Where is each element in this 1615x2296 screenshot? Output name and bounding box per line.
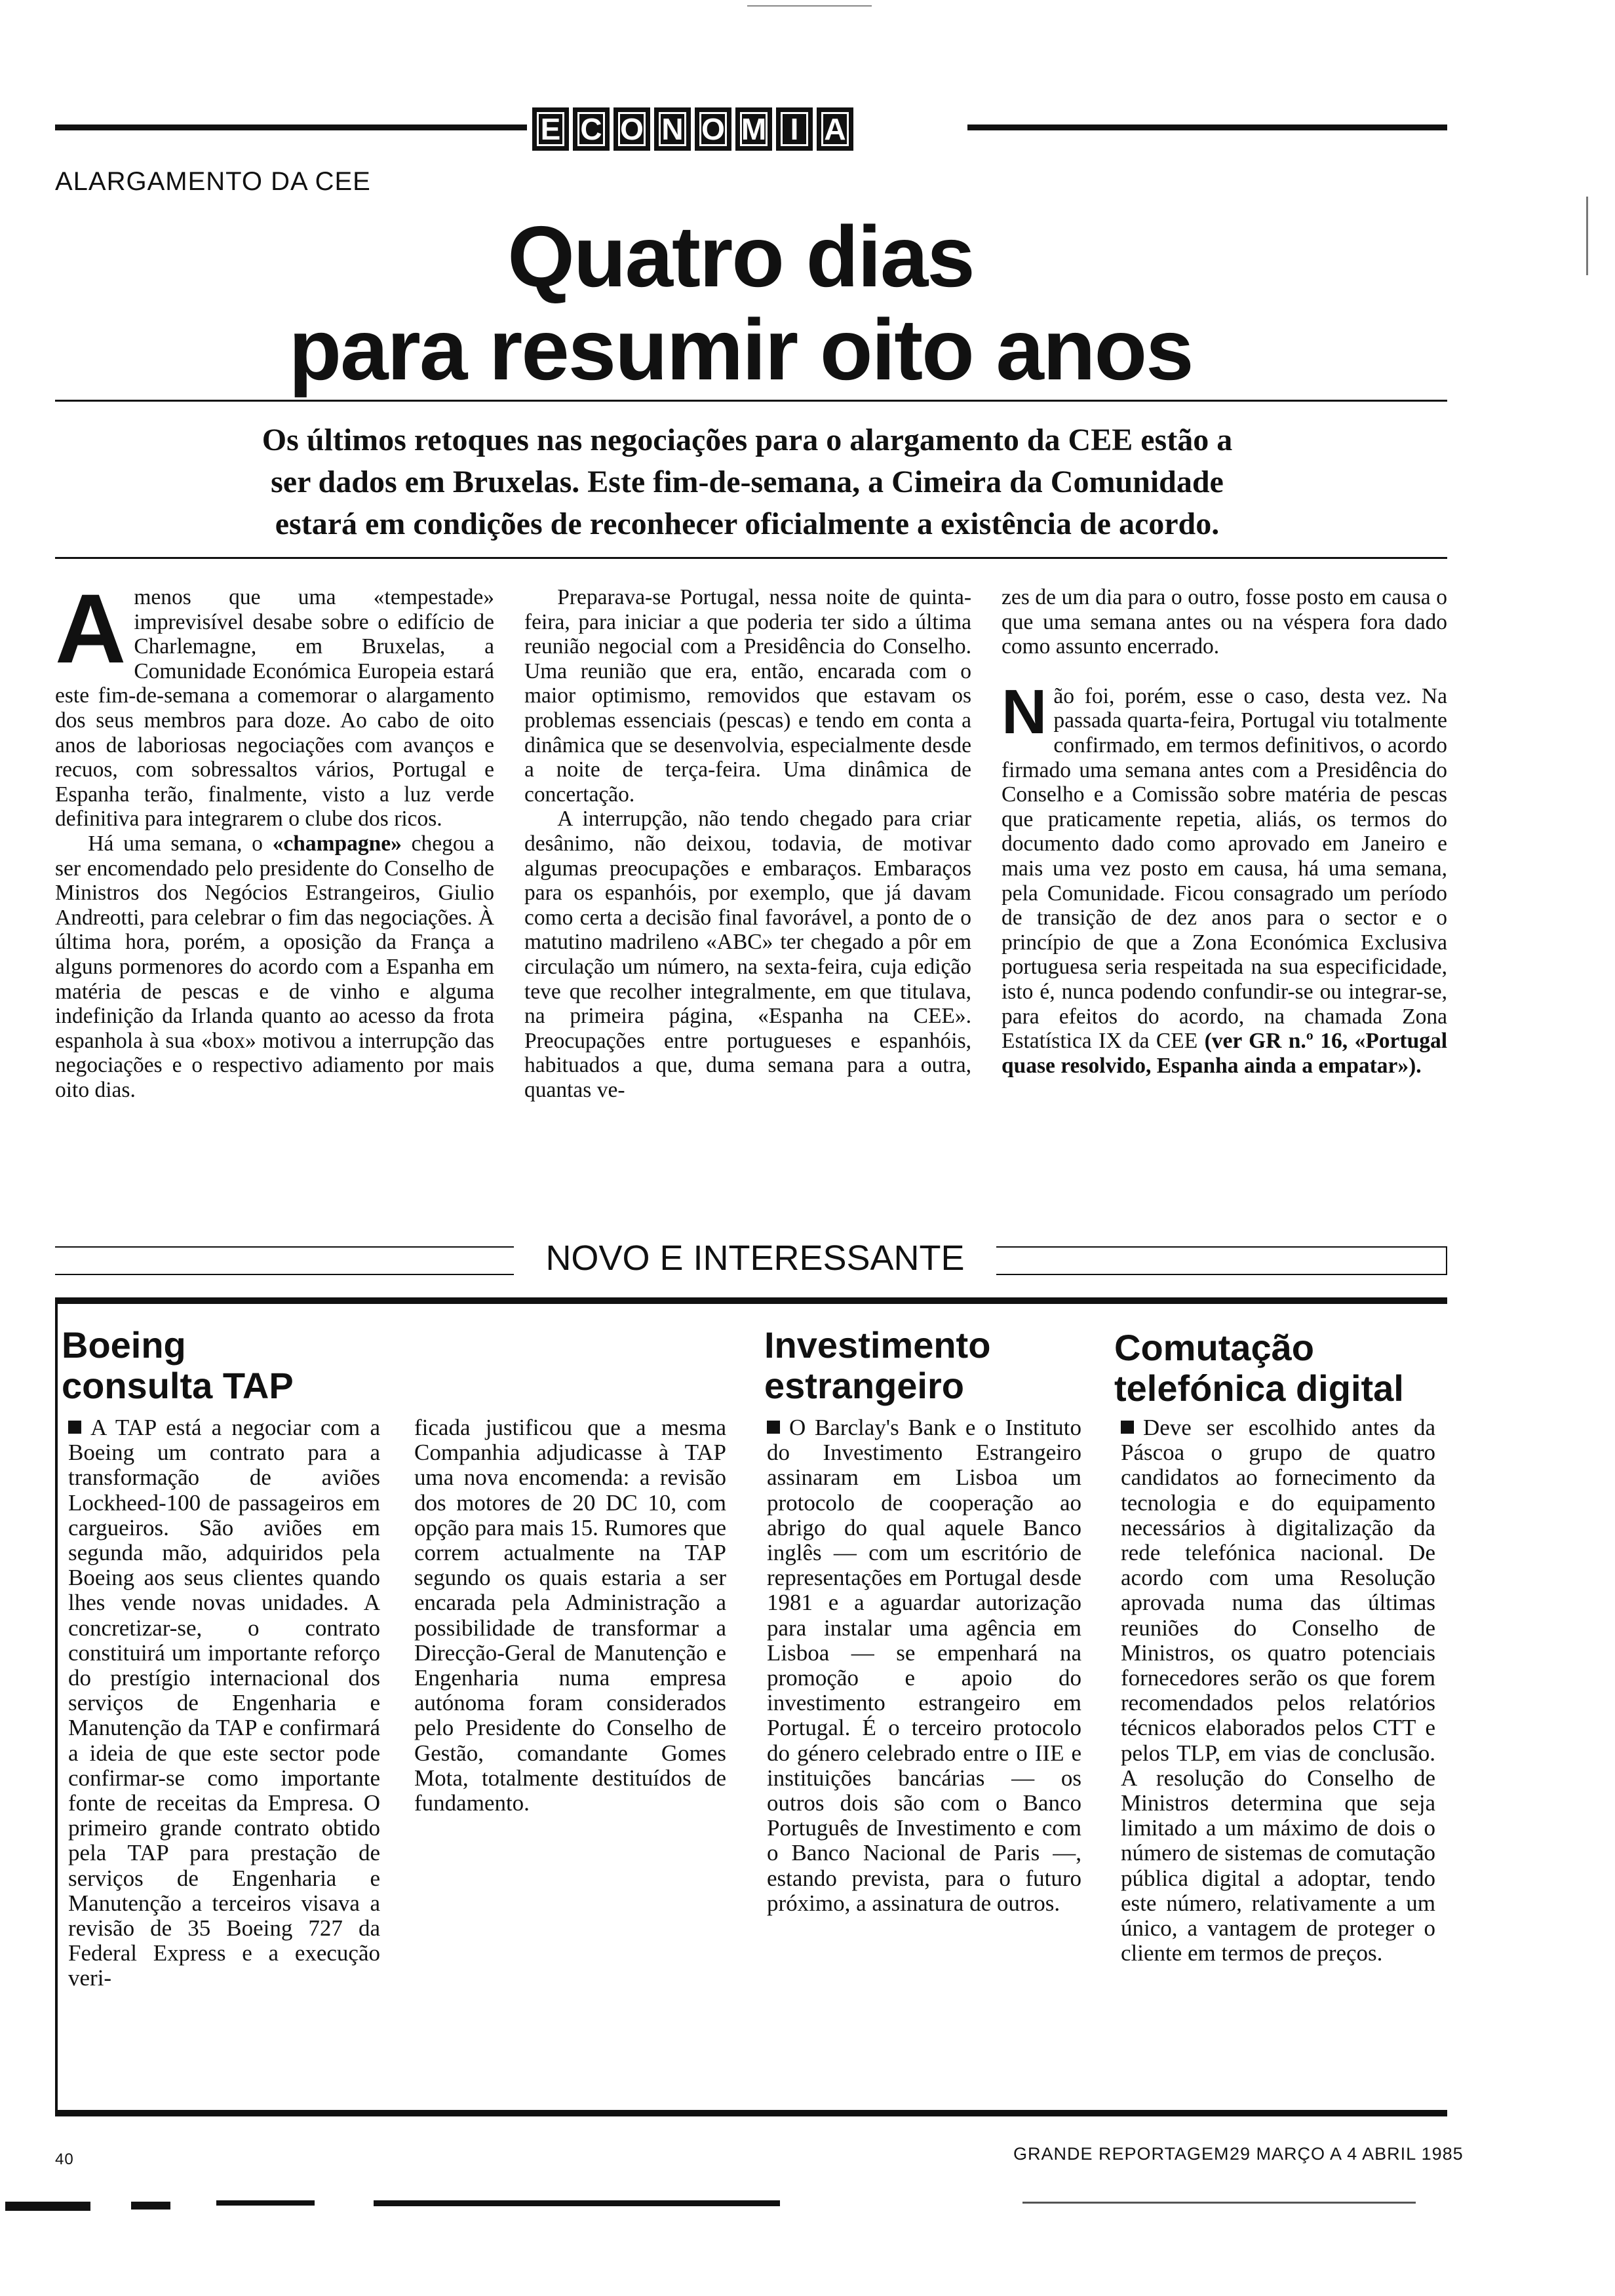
scan-edge-mark-top (747, 5, 872, 7)
news-box-left-rule (55, 1297, 58, 2116)
footer-date: 29 MARÇO A 4 ABRIL 1985 (1230, 2144, 1464, 2164)
section-band-left-top (55, 1246, 514, 1248)
article-column-1 (55, 573, 494, 1102)
kicker: ALARGAMENTO DA CEE (55, 167, 371, 196)
headline-line-1: Quatro dias (507, 208, 974, 305)
section-letter: E (532, 107, 569, 151)
page-number: 40 (55, 2151, 74, 2168)
scan-artifact-bottom (1022, 2202, 1416, 2204)
scan-edge-mark-right (1586, 197, 1588, 275)
scan-artifact-bottom (374, 2200, 780, 2206)
scan-artifact-bottom (5, 2202, 90, 2211)
masthead-rule-right (967, 124, 1447, 130)
section-letter: C (573, 107, 610, 151)
section-letter: I (776, 107, 813, 151)
scan-artifact-bottom (131, 2202, 170, 2210)
lead-line-2: ser dados em Bruxelas. Este fim-de-semana, a Cimeira da Comunidade (271, 465, 1224, 499)
article-paragraph: Não foi, porém, esse o caso, desta vez. Na passada quarta-feira, Portugal viu totalmente confirmado, em termos definitivos, o acordo firmado uma semana antes com a Presidência do Conselho e a Comissão sobre matéria de pescas que praticamente repetia, aliás, os termos do documento dado como aprovado em Janeiro e mais uma vez posto em causa, há uma semana, pela Comunidade. Ficou consagrado um período de transição de dez anos para o sector e o princípio de que a Zona Económica Exclusiva portuguesa seria respeitada na sua especificidade, isto é, nunca podendo confundir-se ou integrar-se, para efeitos do acordo, na chamada Zona Estatística IX da CEE (ver GR n.º 16, «Portugal quase resolvido, Espanha ainda a empatar»). (1002, 676, 1448, 1078)
headline-line-2: para resumir oito anos (288, 301, 1193, 398)
article-paragraph: Há uma semana, o «champagne» chegou a ser encomendado pelo presidente do Conselho de Ministros dos Negócios Estrangeiros, Giulio Andreotti, para celebrar o fim das negociações. À última hora, porém, a oposição da França a alguns pormenores do acordo com a Espanha em matéria de pescas e de vinho e alguma indefinição da Irlanda quanto ao acesso da frota espanhola à sua «box» motivou a interrupção das negociações e o respectivo adiamento por mais oito dias. (55, 831, 494, 1102)
section-band-right-cap (1446, 1246, 1447, 1275)
footer-publication: GRANDE REPORTAGEM (1013, 2144, 1230, 2164)
news-box-top-rule (55, 1297, 1447, 1304)
article-paragraph: Amenos que uma «tempestade» imprevisível desabe sobre o edifício de Charlemagne, em Bruxelas, a Comunidade Económica Europeia estará este fim-de-semana a comemorar o alargamento dos seus membros para doze. Ao cabo de oito anos de laboriosas negociações com avanços e recuos, com sobressaltos vários, Portugal e Espanha terão, finalmente, visto a luz verde definitiva para integrarem o clube dos ricos. (55, 573, 494, 832)
lead-line-3: estará em condições de reconhecer oficialmente a existência de acordo. (275, 507, 1220, 541)
section-band-right-top (996, 1246, 1447, 1248)
lead-line-1: Os últimos retoques nas negociações para o alargamento da CEE estão a (262, 423, 1233, 457)
section-letter: O (613, 107, 650, 151)
masthead-rule-left (55, 124, 527, 130)
section-band-left-bottom (55, 1274, 514, 1275)
article-column-3 (1002, 585, 1447, 1078)
bullet-square-icon (68, 1421, 81, 1434)
bullet-square-icon (767, 1421, 780, 1434)
section-letter: M (735, 107, 772, 151)
drop-cap: N (1002, 676, 1047, 747)
section-title-novo-e-interessante: NOVO E INTERESSANTE (519, 1238, 991, 1278)
article-paragraph: A interrupção, não tendo chegado para criar desânimo, não deixou, todavia, de motivar algumas preocupações e embaraços. Embaraços para os espanhóis, por exemplo, que já davam como certa a decisão final favorável, a ponto de o matutino madrileno «ABC» ter chegado a pôr em circulação um número, na sexta-feira, cuja edição teve que recolher integralmente, em que titulava, na primeira página, «Espanha na CEE». Preocupações entre portugueses e espanhóis, habituados a que, duma semana para a outra, quantas ve- (524, 807, 971, 1102)
scan-artifact-bottom (216, 2200, 315, 2206)
section-letter: O (695, 107, 731, 151)
section-band-right-bottom (996, 1274, 1447, 1275)
news-comutacao-column: Deve ser escolhido antes da Páscoa o grupo de quatro candidatos ao fornecimento da tecnologia e do equipamento necessários à digitalização da rede telefónica nacional. De acordo com uma Resolução aprovada numa das últimas reuniões do Conselho de Ministros, os quatro potenciais fornecedores serão os que forem recomendados pelos relatórios técnicos elaborados pelos CTT e pelos TLP, em vias de conclusão. A resolução do Conselho de Ministros determina que seja limitado a um máximo de dois o número de sistemas de comutação pública digital a adoptar, tendo este número, relativamente a um único, a vantagem de proteger o cliente em termos de preços. (1121, 1415, 1435, 1966)
article-paragraph: Preparava-se Portugal, nessa noite de quinta-feira, para iniciar a que poderia ter sido a última reunião negocial com a Presidência do Conselho. Uma reunião que era, então, encarada com o maior optimismo, removidos que estavam os problemas essenciais (pescas) e tendo em conta a dinâmica que se desenvolvia, especialmente desde a noite de terça-feira. Uma dinâmica de concertação. (524, 585, 971, 807)
section-letter: A (817, 107, 853, 151)
news-title-boeing: Boeing consulta TAP (62, 1324, 294, 1406)
news-title-investimento: Investimento estrangeiro (764, 1324, 991, 1406)
lead-divider (55, 557, 1447, 559)
news-investimento-column: O Barclay's Bank e o Instituto do Investimento Estrangeiro assinaram em Lisboa um protocolo de cooperação ao abrigo do qual aquele Banco inglês — com um escritório de representações em Portugal desde 1981 e a aguardar autorização para instalar uma agência em Lisboa — se empenhará na promoção e apoio do investimento estrangeiro em Portugal. É o terceiro protocolo do género celebrado entre o IIE e instituições bancárias — os outros dois são com o Banco Português de Investimento e com o Banco Nacional de Paris —, estando prevista, para o futuro próximo, a assinatura de outros. (767, 1415, 1081, 1916)
news-title-comutacao: Comutação telefónica digital (1114, 1327, 1404, 1409)
section-letter: N (654, 107, 691, 151)
section-label-economia (532, 107, 853, 151)
news-boeing-column-b: ficada justificou que a mesma Companhia adjudicasse à TAP uma nova encomenda: a revisão dos motores de 20 DC 10, com opção para mais 15. Rumores que correm actualmente na TAP segundo os quais estaria a ser encarada pela Administração a possibilidade de transformar a Direcção-Geral de Manutenção e Engenharia numa empresa autónoma foram considerados pelo Presidente do Conselho de Gestão, comandante Gomes Mota, totalmente destituídos de fundamento. (414, 1415, 726, 1816)
article-column-2 (524, 585, 971, 1102)
headline-divider (55, 400, 1447, 402)
news-box-bottom-rule (55, 2110, 1447, 2116)
drop-cap: A (55, 573, 126, 683)
news-boeing-column-a: A TAP está a negociar com a Boeing um contrato para a transformação de aviões Lockheed-100 de passageiros em cargueiros. São aviões em segunda mão, adquiridos pela Boeing aos seus clientes quando lhes vende novas unidades. A concretizar-se, o contrato constituirá um importante reforço do prestígio internacional dos serviços de Engenharia e Manutenção da TAP e confirmará a ideia de que este sector pode confirmar-se como importante fonte de receitas da Empresa. O primeiro grande contrato obtido pela TAP para prestação de serviços de Engenharia e Manutenção a terceiros visava a revisão de 35 Boeing 727 da Federal Express e a execução veri- (68, 1415, 380, 1991)
article-paragraph: zes de um dia para o outro, fosse posto em causa o que uma semana antes ou na véspera fora dado como assunto encerrado. (1002, 585, 1447, 659)
bullet-square-icon (1121, 1421, 1134, 1434)
